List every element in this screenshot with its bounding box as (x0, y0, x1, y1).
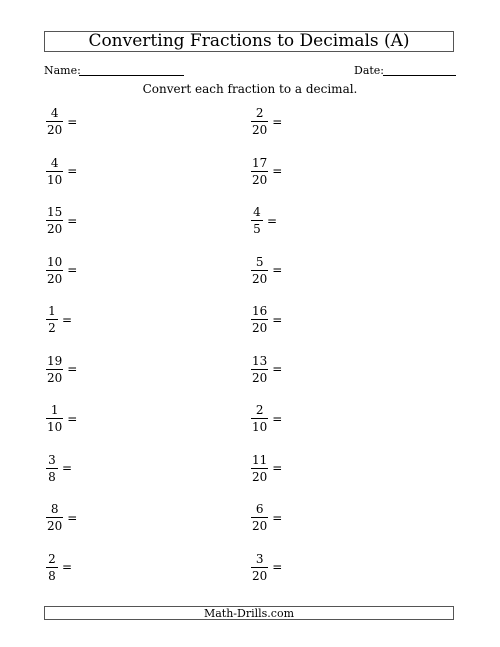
fraction-numerator: 5 (255, 254, 264, 269)
problem-item (46, 256, 77, 285)
fraction-numerator: 17 (252, 155, 268, 170)
problem-item (251, 355, 282, 384)
problem-item (251, 454, 282, 483)
fraction-numerator: 3 (255, 551, 264, 566)
fraction-denominator: 20 (252, 271, 268, 286)
equals-sign: = (272, 560, 283, 574)
fraction-numerator: 3 (48, 452, 56, 467)
fraction-denominator: 20 (252, 172, 268, 187)
fraction-denominator: 8 (48, 469, 56, 484)
problem-item (46, 553, 72, 582)
fraction-numerator: 2 (255, 106, 264, 120)
fraction-denominator: 20 (47, 123, 63, 137)
footer-text: Math-Drills.com (203, 606, 295, 620)
equals-sign: = (272, 263, 283, 277)
fraction-denominator: 20 (252, 370, 268, 385)
equals-sign: = (67, 510, 78, 525)
fraction-numerator: 1 (48, 304, 56, 318)
fraction (46, 256, 63, 285)
equals-sign: = (272, 461, 283, 475)
fraction (46, 454, 58, 483)
fraction-denominator: 20 (252, 123, 268, 137)
fraction-numerator: 2 (255, 403, 264, 417)
fraction (251, 107, 268, 136)
fraction-denominator: 20 (47, 370, 63, 385)
problem-item (46, 503, 77, 532)
fraction-numerator: 10 (47, 254, 63, 269)
fraction-denominator: 20 (47, 519, 63, 533)
problem-item (46, 355, 77, 384)
worksheet-title (44, 31, 454, 52)
equals-sign: = (62, 560, 73, 574)
fraction-numerator: 2 (48, 551, 56, 566)
fraction-numerator: 19 (47, 353, 63, 368)
equals-sign: = (272, 164, 283, 178)
fraction-numerator: 4 (253, 205, 261, 219)
problem-item (251, 206, 277, 235)
fraction-denominator: 20 (252, 469, 268, 484)
problem-item (46, 454, 72, 483)
equals-sign: = (67, 213, 78, 228)
name-line (79, 75, 184, 76)
fraction (46, 305, 58, 334)
fraction (46, 355, 63, 384)
fraction (46, 404, 63, 433)
name-label: Name: (44, 64, 81, 77)
problem-item (251, 305, 282, 334)
fraction-denominator: 10 (47, 172, 63, 187)
problem-item (46, 107, 77, 136)
fraction-numerator: 8 (50, 502, 59, 516)
problem-item (46, 305, 72, 334)
problem-item (251, 503, 282, 532)
fraction-numerator: 16 (252, 304, 268, 318)
equals-sign: = (272, 362, 283, 376)
fraction-denominator: 10 (252, 420, 268, 434)
fraction (251, 206, 263, 235)
fraction (251, 157, 268, 186)
fraction (251, 355, 268, 384)
fraction (46, 107, 63, 136)
fraction (46, 503, 63, 532)
equals-sign: = (272, 411, 283, 426)
fraction (46, 157, 63, 186)
instructions: Convert each fraction to a decimal. (142, 82, 358, 96)
equals-sign: = (67, 362, 78, 376)
worksheet-title-text: Converting Fractions to Decimals (A) (88, 31, 410, 51)
fraction-numerator: 4 (50, 155, 59, 170)
equals-sign: = (67, 263, 78, 277)
fraction (251, 454, 268, 483)
equals-sign: = (67, 114, 78, 129)
problem-item (251, 107, 282, 136)
fraction (251, 404, 268, 433)
equals-sign: = (272, 510, 283, 525)
fraction-denominator: 20 (47, 271, 63, 286)
fraction-numerator: 6 (255, 502, 264, 516)
problem-item (251, 404, 282, 433)
fraction-denominator: 10 (47, 420, 63, 434)
fraction-numerator: 13 (252, 353, 268, 368)
date-label: Date: (354, 64, 385, 77)
footer (44, 606, 454, 620)
fraction-numerator: 15 (47, 205, 63, 219)
fraction-denominator: 20 (252, 568, 268, 583)
fraction (46, 553, 58, 582)
problem-item (46, 206, 77, 235)
equals-sign: = (272, 312, 283, 327)
fraction-denominator: 8 (48, 568, 56, 583)
equals-sign: = (62, 461, 73, 475)
fraction-denominator: 20 (252, 321, 268, 335)
equals-sign: = (272, 114, 283, 129)
fraction-denominator: 20 (47, 222, 63, 236)
fraction-numerator: 1 (50, 403, 59, 417)
problem-item (251, 157, 282, 186)
fraction (251, 553, 268, 582)
fraction-denominator: 20 (252, 519, 268, 533)
problem-item (46, 404, 77, 433)
fraction-denominator: 5 (253, 222, 261, 236)
problem-item (251, 256, 282, 285)
fraction (251, 503, 268, 532)
equals-sign: = (67, 411, 78, 426)
fraction (251, 256, 268, 285)
fraction (46, 206, 63, 235)
fraction-numerator: 4 (50, 106, 59, 120)
equals-sign: = (67, 164, 78, 178)
problem-item (46, 157, 77, 186)
fraction (251, 305, 268, 334)
problem-item (251, 553, 282, 582)
fraction-numerator: 11 (252, 452, 268, 467)
date-line (383, 75, 456, 76)
equals-sign: = (267, 213, 278, 228)
fraction-denominator: 2 (48, 321, 56, 335)
equals-sign: = (62, 312, 73, 327)
